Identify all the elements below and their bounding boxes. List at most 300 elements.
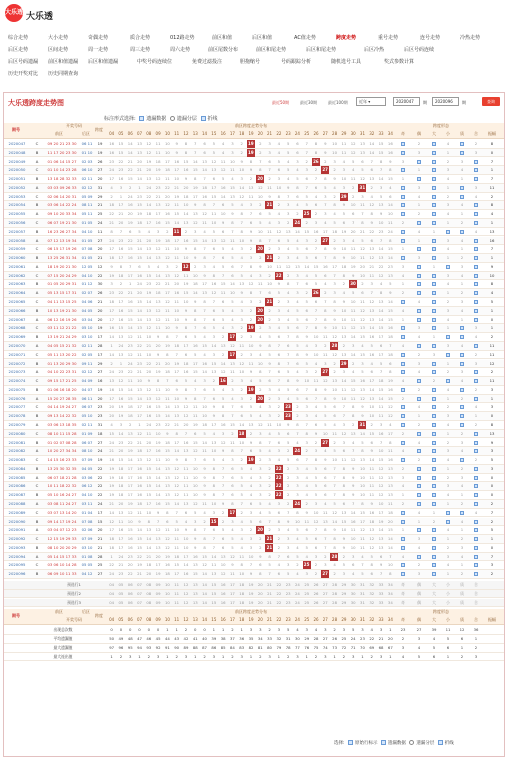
bottom-layer-radio[interactable] bbox=[409, 740, 414, 745]
nav-link-2-4[interactable]: 免费过滤投注 bbox=[192, 59, 223, 65]
pred-cell[interactable]: 24 bbox=[295, 599, 300, 605]
front-cell: 12 15 19 29 33 bbox=[47, 536, 77, 542]
pred-shape[interactable]: 大 bbox=[432, 599, 436, 605]
pred-cell[interactable]: 21 bbox=[267, 599, 272, 605]
miss-cell: 2 bbox=[259, 149, 262, 155]
miss-cell: 9 bbox=[324, 141, 327, 146]
pred-cell[interactable]: 27 bbox=[322, 599, 328, 605]
miss-cell: 19 bbox=[155, 237, 161, 243]
pred-shape[interactable]: 奇 bbox=[401, 590, 405, 596]
miss-cell: 3 bbox=[342, 439, 346, 445]
miss-cell: 16 bbox=[127, 536, 133, 542]
shape-miss: 4 bbox=[460, 202, 464, 208]
pred-cell[interactable]: 13 bbox=[192, 582, 198, 587]
pred-cell[interactable]: 10 bbox=[164, 599, 170, 605]
pred-cell[interactable]: 21 bbox=[267, 582, 272, 587]
pred-shape[interactable]: 合 bbox=[474, 590, 478, 596]
logo-icon[interactable]: 大乐透 bbox=[5, 4, 23, 22]
fcol-30: 30 bbox=[350, 617, 356, 623]
pred-cell[interactable]: 12 bbox=[183, 590, 189, 596]
pred-cell[interactable]: 05 bbox=[118, 599, 124, 605]
shape-miss: 2 bbox=[432, 518, 436, 524]
nav-link-1-3[interactable]: 周三走势 bbox=[130, 47, 151, 53]
front-cell: 06 15 17 19 26 bbox=[47, 246, 77, 252]
miss-cell: 2 bbox=[268, 272, 271, 278]
miss-cell: 3 bbox=[296, 483, 299, 489]
nav-link-1-6[interactable]: 前区和尾走势 bbox=[256, 47, 287, 53]
miss-cell: 14 bbox=[137, 246, 142, 252]
nav-link-1-1[interactable]: 区间走势 bbox=[48, 47, 69, 53]
nav-link-3-0[interactable]: 历史开奖对比 bbox=[8, 71, 39, 77]
pred-cell[interactable]: 20 bbox=[257, 582, 263, 587]
miss-cell: 14 bbox=[155, 272, 161, 278]
miss-cell: 7 bbox=[305, 421, 308, 427]
pred-cell[interactable]: 34 bbox=[387, 582, 393, 587]
pred-shape[interactable]: 质 bbox=[460, 590, 464, 596]
miss-cell: 10 bbox=[174, 316, 180, 322]
pred-cell[interactable]: 26 bbox=[313, 590, 319, 596]
front-cell: 15 20 27 28 35 bbox=[47, 395, 77, 401]
pred-shape[interactable]: 合 bbox=[474, 582, 478, 587]
pred-cell[interactable]: 15 bbox=[211, 590, 217, 596]
parity-cell: B bbox=[35, 386, 39, 392]
nav-link-2-8[interactable]: 奖式参数计算 bbox=[384, 59, 415, 65]
pred-cell[interactable]: 07 bbox=[137, 599, 142, 605]
miss-cell: 13 bbox=[183, 500, 189, 506]
pred-cell[interactable]: 24 bbox=[295, 582, 300, 587]
miss-cell: 3 bbox=[203, 378, 206, 384]
pred-cell[interactable]: 25 bbox=[304, 582, 310, 587]
pred-cell[interactable]: 22 bbox=[276, 599, 282, 605]
miss-cell: 9 bbox=[194, 544, 197, 550]
miss-cell: 3 bbox=[249, 202, 253, 208]
pred-shape[interactable]: 大 bbox=[432, 590, 436, 596]
miss-cell: 8 bbox=[361, 448, 364, 454]
shape-tick bbox=[401, 563, 405, 567]
shape-miss: 2 bbox=[446, 369, 450, 375]
pred-shape[interactable]: 偶 bbox=[417, 582, 421, 587]
miss-cell: 19 bbox=[137, 562, 142, 568]
year-select[interactable]: 近年 ▾ bbox=[356, 97, 386, 106]
pred-cell[interactable]: 06 bbox=[127, 582, 133, 587]
nav-link-0-3[interactable]: 质合走势 bbox=[130, 35, 151, 41]
miss-cell: 20 bbox=[109, 413, 115, 419]
miss-cell: 17 bbox=[118, 299, 124, 305]
miss-cell: 18 bbox=[164, 571, 170, 577]
pred-cell[interactable]: 11 bbox=[174, 582, 180, 587]
miss-cell: 8 bbox=[296, 351, 299, 357]
miss-cell: 12 bbox=[369, 255, 375, 261]
issue-cell: 2020052 bbox=[8, 184, 26, 190]
miss-cell: 10 bbox=[322, 430, 328, 436]
pred-cell[interactable]: 33 bbox=[378, 590, 384, 596]
pred-cell[interactable]: 11 bbox=[174, 590, 180, 596]
nav-link-0-7[interactable]: AC值走势 bbox=[294, 35, 316, 41]
pred-shape[interactable]: 质 bbox=[460, 599, 464, 605]
miss-cell: 15 bbox=[387, 246, 393, 252]
miss-cell: 22 bbox=[155, 281, 161, 287]
pred-cell[interactable]: 28 bbox=[332, 590, 338, 596]
shape-0: 奇 bbox=[401, 131, 405, 136]
miss-cell: 14 bbox=[369, 149, 375, 155]
pred-cell[interactable]: 34 bbox=[387, 599, 393, 605]
shape-tick bbox=[474, 239, 478, 243]
pred-cell[interactable]: 14 bbox=[202, 599, 207, 605]
pred-cell[interactable]: 17 bbox=[229, 599, 235, 605]
bottom-missing-checkbox[interactable] bbox=[381, 740, 386, 745]
pred-cell[interactable]: 15 bbox=[211, 582, 217, 587]
pred-cell[interactable]: 29 bbox=[341, 590, 347, 596]
pred-cell[interactable]: 19 bbox=[248, 590, 254, 596]
pred-cell[interactable]: 28 bbox=[332, 599, 338, 605]
pred-cell[interactable]: 14 bbox=[202, 582, 207, 587]
miss-cell: 13 bbox=[360, 149, 365, 155]
pred-cell[interactable]: 18 bbox=[239, 582, 245, 587]
pred-cell[interactable]: 34 bbox=[387, 590, 393, 596]
pred-cell[interactable]: 12 bbox=[183, 582, 189, 587]
miss-cell: 2 bbox=[324, 553, 327, 559]
shape-tick bbox=[460, 335, 464, 339]
nav-link-2-6[interactable]: 号码跟踪分析 bbox=[281, 59, 312, 65]
nav-link-0-10[interactable]: 连号走势 bbox=[420, 35, 441, 41]
stats-cell: 44 bbox=[164, 636, 170, 642]
nav-link-0-9[interactable]: 重号走势 bbox=[378, 35, 399, 41]
miss-cell: 17 bbox=[137, 404, 142, 410]
pred-cell[interactable]: 31 bbox=[360, 590, 365, 596]
shape-miss: 4 bbox=[460, 483, 464, 489]
shape-tick bbox=[401, 186, 405, 190]
nav-link-2-0[interactable]: 后区号码遗漏 bbox=[8, 59, 39, 65]
nav-link-2-2[interactable]: 后区和值遗漏 bbox=[88, 59, 119, 65]
pred-cell[interactable]: 09 bbox=[155, 582, 161, 587]
miss-cell: 18 bbox=[164, 439, 170, 445]
miss-cell: 6 bbox=[389, 360, 392, 366]
pred-cell[interactable]: 20 bbox=[257, 590, 263, 596]
bottom-line-checkbox[interactable] bbox=[438, 740, 443, 745]
stats-cell: 43 bbox=[174, 636, 180, 642]
pred-cell[interactable]: 27 bbox=[322, 590, 328, 596]
table-row bbox=[4, 553, 504, 562]
missing-data-checkbox[interactable] bbox=[139, 116, 144, 121]
pred-cell[interactable]: 09 bbox=[155, 590, 161, 596]
miss-cell: 12 bbox=[174, 492, 180, 498]
shape-miss: 4 bbox=[446, 527, 450, 533]
miss-cell: 21 bbox=[127, 158, 133, 164]
shape-miss: 2 bbox=[460, 395, 464, 401]
query-button[interactable]: 查询 bbox=[482, 97, 500, 106]
miss-cell: 4 bbox=[286, 290, 290, 296]
miss-cell: 12 bbox=[360, 307, 365, 313]
nav-link-0-6[interactable]: 后区和值 bbox=[252, 35, 273, 41]
pred-cell[interactable]: 27 bbox=[322, 582, 328, 587]
miss-cell: 12 bbox=[239, 193, 245, 199]
pred-cell[interactable]: 21 bbox=[267, 590, 272, 596]
options-label: 标注形式选择: bbox=[104, 116, 136, 122]
table-row bbox=[4, 403, 504, 412]
pred-cell[interactable]: 14 bbox=[202, 590, 207, 596]
miss-cell: 16 bbox=[387, 149, 393, 155]
miss-cell: 20 bbox=[360, 263, 365, 269]
shape-miss: 3 bbox=[446, 448, 450, 454]
pred-cell[interactable]: 22 bbox=[276, 590, 282, 596]
pred-cell[interactable]: 26 bbox=[313, 582, 319, 587]
pred-cell[interactable]: 25 bbox=[304, 599, 310, 605]
miss-cell: 2 bbox=[268, 474, 271, 480]
pred-cell[interactable]: 33 bbox=[378, 599, 384, 605]
stats-cell: 2 bbox=[370, 653, 373, 659]
nav-link-2-1[interactable]: 前区和值遗漏 bbox=[48, 59, 79, 65]
miss-cell: 22 bbox=[127, 167, 133, 173]
miss-cell: 15 bbox=[313, 263, 319, 269]
pred-cell[interactable]: 18 bbox=[239, 590, 245, 596]
col-08: 08 bbox=[146, 131, 152, 136]
nav-link-1-4[interactable]: 周六走势 bbox=[170, 47, 191, 53]
parity-cell: A bbox=[35, 500, 39, 506]
nav-link-0-5[interactable]: 前区和值 bbox=[212, 35, 233, 41]
pred-shape[interactable]: 偶 bbox=[417, 590, 421, 596]
miss-cell: 4 bbox=[342, 158, 346, 164]
pred-cell[interactable]: 07 bbox=[137, 582, 142, 587]
pred-cell[interactable]: 31 bbox=[360, 582, 365, 587]
pred-cell[interactable]: 07 bbox=[137, 590, 142, 596]
miss-cell: 5 bbox=[389, 281, 392, 287]
missing-layer-radio[interactable] bbox=[170, 116, 175, 121]
miss-cell: 17 bbox=[155, 211, 161, 217]
pred-cell[interactable]: 06 bbox=[127, 590, 133, 596]
miss-cell: 7 bbox=[240, 220, 243, 226]
pred-shape[interactable]: 大 bbox=[432, 582, 436, 587]
miss-cell: 6 bbox=[221, 299, 225, 305]
parity-cell: C bbox=[35, 562, 39, 568]
pred-cell[interactable]: 06 bbox=[127, 599, 133, 605]
miss-cell: 9 bbox=[156, 334, 160, 340]
marker-options bbox=[104, 115, 218, 122]
front-cell: 06 09 10 11 33 bbox=[47, 571, 77, 577]
row-mark-checkbox[interactable] bbox=[348, 740, 353, 745]
miss-cell: 10 bbox=[146, 351, 152, 357]
issue-cell: 2020078 bbox=[8, 413, 26, 419]
miss-cell: 14 bbox=[183, 562, 189, 568]
recent50-link[interactable]: 最近50期 bbox=[272, 100, 290, 105]
nav-link-1-7[interactable]: 后区和尾走势 bbox=[306, 47, 337, 53]
pred-cell[interactable]: 23 bbox=[285, 599, 291, 605]
miss-cell: 4 bbox=[240, 299, 243, 305]
nav-link-0-2[interactable]: 奇偶走势 bbox=[88, 35, 109, 41]
miss-cell: 19 bbox=[174, 193, 180, 199]
polyline-checkbox[interactable] bbox=[201, 116, 206, 121]
miss-cell: 2 bbox=[286, 483, 290, 489]
nav-link-0-1[interactable]: 大小走势 bbox=[48, 35, 69, 41]
miss-cell: 6 bbox=[231, 263, 234, 269]
miss-cell: 3 bbox=[314, 500, 318, 506]
pred-cell[interactable]: 18 bbox=[239, 599, 245, 605]
pred-shape[interactable]: 奇 bbox=[401, 582, 405, 587]
pred-cell[interactable]: 13 bbox=[192, 599, 198, 605]
pred-cell[interactable]: 04 bbox=[109, 582, 115, 587]
pred-shape[interactable]: 质 bbox=[460, 582, 464, 587]
amp-cell: 11 bbox=[489, 342, 495, 348]
front-cell: 03 06 10 14 28 bbox=[47, 562, 77, 568]
pred-cell[interactable]: 11 bbox=[174, 599, 180, 605]
miss-cell: 7 bbox=[296, 430, 299, 436]
nav-link-2-5[interactable]: 胆拖缩号 bbox=[240, 59, 261, 65]
pred-shape[interactable]: 小 bbox=[446, 582, 450, 587]
pred-cell[interactable]: 33 bbox=[378, 582, 384, 587]
miss-cell: 5 bbox=[231, 202, 234, 208]
pred-cell[interactable]: 13 bbox=[192, 590, 198, 596]
pred-cell[interactable]: 17 bbox=[229, 590, 235, 596]
pred-cell[interactable]: 31 bbox=[360, 599, 365, 605]
recent100-link[interactable]: 最近100期 bbox=[328, 100, 348, 105]
span-ball: 29 bbox=[340, 193, 347, 199]
shape-miss: 3 bbox=[446, 342, 450, 348]
shape-tick bbox=[432, 142, 436, 146]
nav-link-3-1[interactable]: 历史同期查询 bbox=[48, 71, 79, 77]
miss-cell: 9 bbox=[175, 149, 178, 155]
miss-cell: 16 bbox=[360, 378, 365, 384]
pred-shape[interactable]: 奇 bbox=[401, 599, 405, 605]
nav-link-0-0[interactable]: 综合走势 bbox=[8, 35, 29, 41]
miss-cell: 6 bbox=[305, 395, 308, 401]
miss-cell: 12 bbox=[164, 202, 170, 208]
miss-cell: 19 bbox=[387, 378, 393, 384]
stats-cell: 48 bbox=[127, 636, 133, 642]
shape-tick bbox=[417, 177, 421, 181]
pred-cell[interactable]: 32 bbox=[369, 599, 375, 605]
pred-cell[interactable]: 32 bbox=[369, 590, 375, 596]
miss-cell: 20 bbox=[118, 448, 124, 454]
nav-link-1-2[interactable]: 周一走势 bbox=[88, 47, 109, 53]
pred-cell[interactable]: 04 bbox=[109, 599, 115, 605]
nav-link-2-3[interactable]: 中奖号码连续位 bbox=[137, 59, 173, 65]
miss-cell: 19 bbox=[174, 360, 180, 366]
pred-cell[interactable]: 28 bbox=[332, 582, 338, 587]
pred-cell[interactable]: 23 bbox=[285, 590, 291, 596]
nav-link-0-4[interactable]: 012路走势 bbox=[170, 35, 195, 41]
parity-cell: C bbox=[35, 404, 39, 410]
shape-miss: 1 bbox=[446, 290, 450, 296]
miss-cell: 18 bbox=[109, 202, 115, 208]
pred-cell[interactable]: 30 bbox=[350, 582, 356, 587]
pred-cell[interactable]: 10 bbox=[164, 590, 170, 596]
pred-cell[interactable]: 08 bbox=[146, 590, 152, 596]
pred-cell[interactable]: 17 bbox=[229, 582, 235, 587]
pred-cell[interactable]: 19 bbox=[248, 582, 254, 587]
pred-cell[interactable]: 16 bbox=[220, 582, 226, 587]
miss-cell: 11 bbox=[257, 281, 263, 287]
miss-cell: 6 bbox=[221, 228, 225, 234]
pred-cell[interactable]: 05 bbox=[118, 582, 124, 587]
pred-cell[interactable]: 20 bbox=[257, 599, 263, 605]
miss-cell: 6 bbox=[138, 263, 141, 269]
pred-cell[interactable]: 05 bbox=[118, 590, 124, 596]
miss-cell: 3 bbox=[342, 167, 346, 173]
pred-cell[interactable]: 29 bbox=[341, 599, 347, 605]
miss-cell: 6 bbox=[314, 544, 318, 550]
shape-tick bbox=[432, 441, 436, 445]
pred-cell[interactable]: 08 bbox=[146, 582, 152, 587]
pred-cell[interactable]: 32 bbox=[369, 582, 375, 587]
miss-cell: 18 bbox=[202, 421, 207, 427]
miss-cell: 16 bbox=[387, 386, 393, 392]
nav-link-1-0[interactable]: 后区走势 bbox=[8, 47, 29, 53]
pred-cell[interactable]: 24 bbox=[295, 590, 300, 596]
pred-cell[interactable]: 10 bbox=[164, 582, 170, 587]
span-ball: 25 bbox=[303, 562, 310, 568]
miss-cell: 4 bbox=[286, 316, 290, 322]
from-issue-input[interactable]: 2020047 bbox=[393, 97, 420, 106]
shape-tick bbox=[401, 142, 405, 146]
miss-cell: 17 bbox=[118, 255, 124, 261]
nav-link-1-8[interactable]: 后区冷热 bbox=[364, 47, 385, 53]
pred-cell[interactable]: 04 bbox=[109, 590, 115, 596]
stats-cell: 74 bbox=[322, 644, 328, 650]
pred-cell[interactable]: 23 bbox=[285, 582, 291, 587]
pred-cell[interactable]: 09 bbox=[155, 599, 161, 605]
stats-cell: 3 bbox=[324, 627, 327, 633]
nav-link-2-7[interactable]: 随机选号工具 bbox=[331, 59, 362, 65]
pred-cell[interactable]: 30 bbox=[350, 590, 356, 596]
miss-cell: 4 bbox=[370, 193, 373, 199]
miss-cell: 4 bbox=[361, 553, 364, 559]
pred-cell[interactable]: 16 bbox=[220, 590, 226, 596]
shape-miss: 3 bbox=[460, 544, 464, 550]
nav-link-0-8[interactable]: 跨度走势 bbox=[336, 35, 357, 41]
pred-cell[interactable]: 19 bbox=[248, 599, 254, 605]
shape-tick bbox=[432, 388, 436, 392]
miss-cell: 5 bbox=[212, 149, 216, 155]
pred-shape[interactable]: 小 bbox=[446, 599, 450, 605]
miss-cell: 3 bbox=[296, 272, 299, 278]
parity-cell: C bbox=[35, 536, 39, 542]
miss-cell: 23 bbox=[127, 342, 133, 348]
to-issue-input[interactable]: 2020096 bbox=[432, 97, 459, 106]
pred-cell[interactable]: 15 bbox=[211, 599, 217, 605]
pred-cell[interactable]: 25 bbox=[304, 590, 310, 596]
miss-cell: 17 bbox=[360, 518, 365, 524]
col-25: 25 bbox=[304, 131, 310, 136]
shape-tick bbox=[432, 423, 436, 427]
miss-cell: 10 bbox=[369, 404, 375, 410]
pred-cell[interactable]: 16 bbox=[220, 599, 226, 605]
pred-cell[interactable]: 29 bbox=[341, 582, 347, 587]
nav-link-1-9[interactable]: 后区号码连续 bbox=[404, 47, 435, 53]
shape-miss: 3 bbox=[401, 158, 405, 164]
miss-cell: 12 bbox=[109, 518, 115, 524]
miss-cell: 14 bbox=[378, 395, 384, 401]
miss-cell: 4 bbox=[351, 167, 355, 173]
pred-cell[interactable]: 26 bbox=[313, 599, 319, 605]
pred-cell[interactable]: 12 bbox=[183, 599, 189, 605]
shape-tick bbox=[432, 256, 436, 260]
nav-link-0-11[interactable]: 冷热走势 bbox=[460, 35, 481, 41]
pred-shape[interactable]: 小 bbox=[446, 590, 450, 596]
shape-miss: 4 bbox=[474, 404, 478, 410]
miss-cell: 8 bbox=[277, 518, 281, 524]
pred-shape[interactable]: 偶 bbox=[417, 599, 421, 605]
miss-cell: 14 bbox=[369, 325, 375, 331]
recent30-link[interactable]: 最近30期 bbox=[300, 100, 318, 105]
pred-cell[interactable]: 30 bbox=[350, 599, 356, 605]
miss-cell: 13 bbox=[174, 404, 180, 410]
nav-link-1-5[interactable]: 前区尾数分布 bbox=[208, 47, 239, 53]
miss-cell: 11 bbox=[378, 413, 384, 419]
pred-cell[interactable]: 22 bbox=[276, 582, 282, 587]
pred-cell[interactable]: 08 bbox=[146, 599, 152, 605]
miss-cell: 4 bbox=[305, 474, 308, 480]
miss-cell: 8 bbox=[259, 571, 262, 577]
pred-shape[interactable]: 合 bbox=[474, 599, 478, 605]
